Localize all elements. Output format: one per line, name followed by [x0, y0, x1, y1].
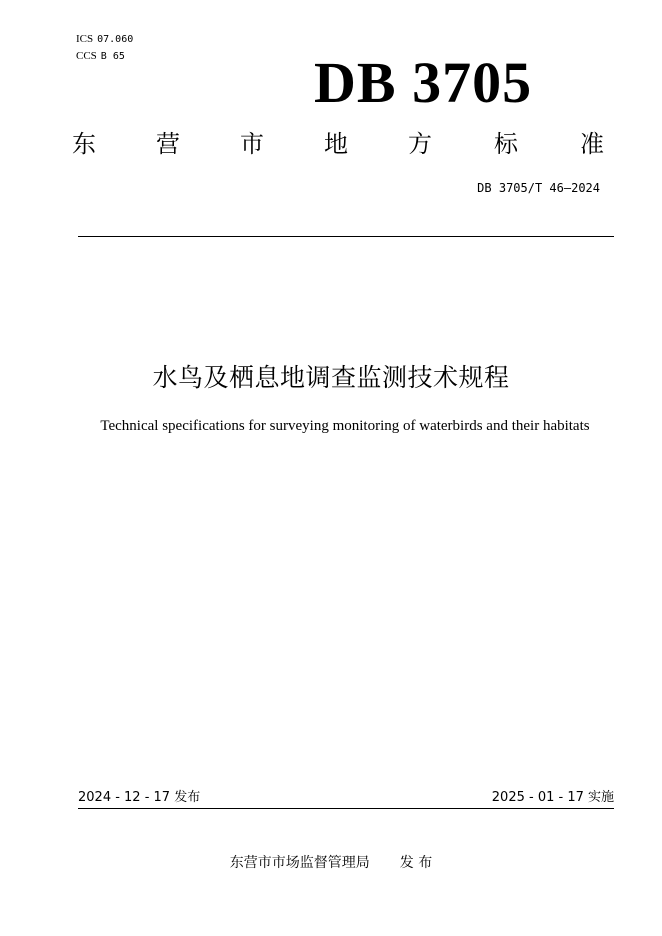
title-chinese: 水鸟及栖息地调查监测技术规程 — [152, 363, 510, 392]
standard-type-char: 标 — [494, 130, 518, 158]
implementation-date: 2025 - 01 - 17 实施 — [491, 790, 614, 805]
ics-label: ICS — [76, 33, 94, 45]
ics-classification — [76, 33, 133, 46]
publisher-line — [0, 853, 662, 873]
standard-type — [68, 127, 628, 161]
footer-divider — [78, 808, 614, 809]
standard-type-char: 东 — [72, 130, 96, 158]
standard-type-char: 市 — [240, 130, 264, 158]
ccs-classification — [76, 50, 125, 63]
standard-mark: DB 3705 — [314, 50, 533, 115]
ccs-code: B 65 — [100, 51, 125, 62]
standard-type-char: 准 — [580, 130, 604, 158]
ics-code: 07.060 — [97, 34, 134, 45]
standard-number: DB 3705/T 46—2024 — [477, 181, 600, 195]
issue-date: 2024 - 12 - 17 发布 — [78, 790, 201, 805]
standard-type-char: 营 — [156, 130, 180, 158]
publish-word: 发 布 — [399, 855, 433, 871]
ccs-label: CCS — [76, 50, 97, 62]
header-divider — [78, 236, 614, 237]
title-english: Technical specifications for surveying monitoring of waterbirds and their habitats — [100, 418, 590, 434]
publisher-name: 东营市市场监督管理局 — [229, 855, 370, 871]
standard-type-char: 地 — [324, 130, 348, 158]
standard-type-char: 方 — [408, 130, 432, 158]
